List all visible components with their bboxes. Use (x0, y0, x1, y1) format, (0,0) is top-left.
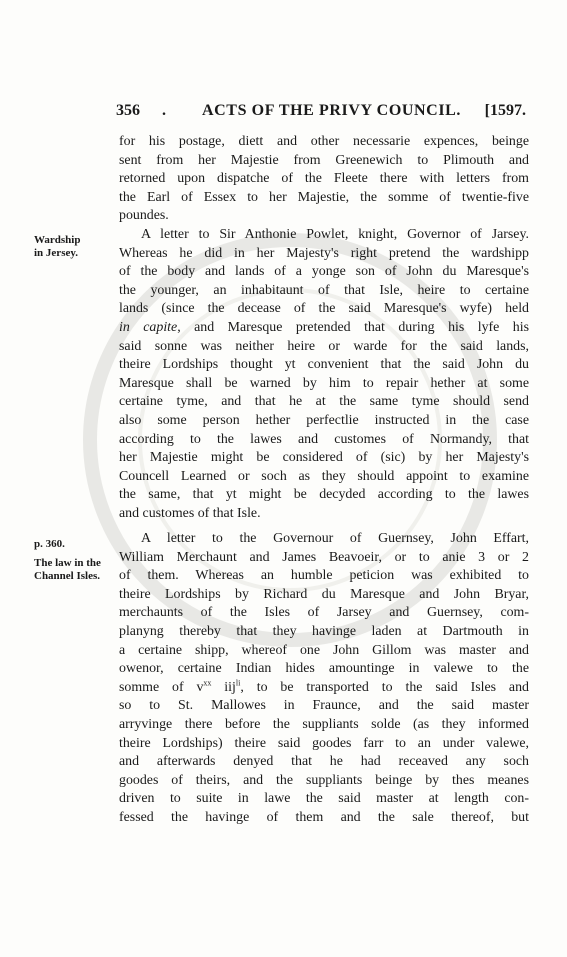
paragraph-jersey-wardship (119, 226, 529, 524)
text-line: William Merchaunt and James Beavoeir, or to anie 3 or 2 (119, 549, 529, 565)
text-line: theire Lordships by Richard du Maresque and John Bryar, (119, 586, 529, 602)
text-line: goodes of theirs, and the suppliants beinge by thes meanes (119, 772, 529, 788)
text-line: theire Lordships thought yt convenient that the said John du (119, 357, 529, 373)
text-line: and afterwards denyed that he had receaved any soch (119, 754, 529, 770)
italic-term: in capite (119, 319, 178, 335)
paragraph-guernsey-letter (119, 530, 529, 828)
text-line: A letter to the Governour of Guernsey, John Effart, (141, 531, 529, 546)
text-line: owenor, certaine Indian hides amountinge in valewe to the (119, 661, 529, 677)
text-line: A letter to Sir Anthonie Powlet, knight, Governor of Jarsey. (141, 227, 529, 242)
text-fragment: , and Maresque pretended that during his lyfe his (177, 319, 530, 335)
margin-note-line: in Jersey. (34, 247, 78, 259)
superscript: xx (203, 678, 212, 688)
text-line: the same, that yt might be decyded according to the lawes (119, 487, 529, 503)
text-line: said sonne was neither heire or warde for the said lands, (119, 338, 529, 354)
text-line: for his postage, diett and other necessarie expences, beinge (119, 134, 529, 149)
text-line: merchaunts of the Isles of Jarsey and Guernsey, com- (119, 605, 529, 621)
text-line: Councell Learned or soch as they should appoint to examine (119, 468, 529, 484)
text-line: fessed the havinge of them and the sale thereof, but (119, 809, 529, 825)
text-line (119, 679, 529, 698)
text-line: driven to suite in lawe the said master at length con- (119, 791, 529, 807)
page-number: 356 (116, 102, 140, 119)
margin-note-line: Wardship (34, 234, 81, 246)
text-fragment: , to be transported to the said Isles and (240, 679, 529, 695)
text-line: the Earl of Essex to her Majestie, the somme of twentie-five (119, 189, 529, 205)
text-line: planyng thereby that they havinge laden at Dartmouth in (119, 623, 529, 639)
paragraph-postage (119, 133, 529, 226)
margin-note-law (34, 557, 101, 583)
header-year: [1597. (484, 102, 526, 119)
text-line (119, 319, 529, 338)
margin-note-page-ref (34, 538, 65, 551)
running-title: ACTS OF THE PRIVY COUNCIL. (202, 102, 462, 119)
text-line: according to the lawes and customes of Normandy, that (119, 431, 529, 447)
text-line: her Majestie might be considered of (sic) by her Majesty's (119, 450, 529, 466)
margin-note-wardship (34, 234, 80, 260)
text-line: theire Lordships) theire said goodes farr to an under valewe, (119, 735, 529, 751)
margin-note-line: p. 360. (34, 538, 65, 550)
margin-note-line: The law in the (34, 557, 101, 569)
text-line: sent from her Majestie from Greenewich to Plimouth and (119, 152, 529, 168)
text-line: also some person hether perfectlie instructed in the case (119, 412, 529, 428)
superscript: li (235, 678, 241, 688)
text-fragment: iij (211, 679, 236, 695)
text-line: and customes of that Isle. (119, 505, 261, 521)
text-line: poundes. (119, 208, 169, 224)
margin-note-line: Channel Isles. (34, 570, 101, 582)
header-dot: . (162, 102, 166, 119)
text-line: the younger, an inhabitaunt of that Isle, heire to certaine (119, 282, 529, 298)
text-line: Whereas he did in her Majesty's right pretend the wardshipp (119, 245, 529, 261)
text-line: of the body and lands of a yonge son of John du Maresque's (119, 264, 529, 280)
text-line: Maresque shall be warned by him to repair hether at some (119, 375, 529, 391)
text-line: of them. Whereas an humble peticion was exhibited to (119, 568, 529, 584)
text-fragment: somme of v (119, 679, 204, 695)
text-line: certaine tyme, and that he at the same tyme should send (119, 394, 529, 410)
text-line: lands (since the decease of the said Maresque's wyfe) held (119, 301, 529, 317)
text-line: arryvinge there before the suppliants solde (as they informed (119, 716, 529, 732)
text-line: so to St. Mallowes in Fraunce, and the said master (119, 698, 529, 714)
text-line: a certaine shipp, whereof one John Gillom was master and (119, 642, 529, 658)
running-header (116, 102, 526, 126)
text-line: retorned upon dispatche of the Fleete there with letters from (119, 171, 529, 187)
